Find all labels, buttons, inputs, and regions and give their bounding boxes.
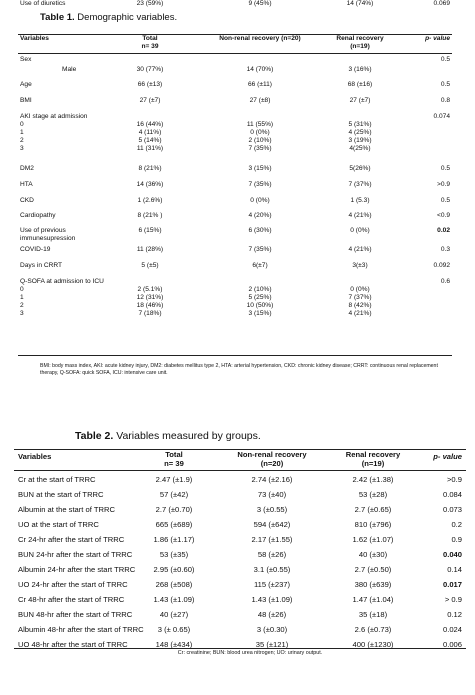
row-p-value: <0.9 — [436, 212, 450, 219]
row-p-value: 0.5 — [440, 165, 450, 172]
row-variable: BUN 24-hr after the start of TRRC — [18, 550, 133, 559]
row-total: 57 (±42) — [159, 490, 189, 499]
row-renal: 400 (±1230) — [352, 640, 394, 649]
table-2-footnote: Cr: creatinine; BUN: blood urea nitrogen; UO: urinary output. — [177, 650, 323, 656]
row-total: 40 (±27) — [159, 610, 189, 619]
row-total: 1.43 (±1.09) — [153, 595, 195, 604]
header-total: Total n= 39 — [164, 450, 184, 468]
header-variables: Variables — [18, 452, 52, 461]
row-non-renal: 27 (±8) — [249, 97, 271, 104]
row-total: 1.86 (±1.17) — [153, 535, 195, 544]
row-renal: 14 (74%) — [346, 0, 374, 7]
row-non-renal: 7 (35%) — [248, 181, 272, 188]
row-non-renal: 6 (30%) — [248, 227, 272, 234]
row-total: 53 (±35) — [159, 550, 189, 559]
row-renal: 2.6 (±0.73) — [354, 625, 392, 634]
row-p-value: 0.074 — [433, 113, 450, 120]
row-renal: 1.47 (±1.04) — [352, 595, 394, 604]
row-renal: 1 (5.3) — [350, 197, 370, 204]
row-renal: 2.7 (±0.65) — [354, 505, 392, 514]
row-non-renal: 115 (±237) — [253, 580, 291, 589]
row-total: 2.47 (±1.9) — [155, 475, 193, 484]
row-non-renal: 66 (±11) — [247, 81, 273, 88]
table-1-footnote: BMI: body mass index, AKI: acute kidney injury, DM2: diabetes mellitus type 2, HTA: arterial hypertension, CKD: chronic kidney disease; CRRT: continuous renal replacement therapy, Q-SOFA: quick SOFA, ICU: intensive care unit. — [40, 363, 438, 376]
row-total: 148 (±434) — [155, 640, 193, 649]
row-variable: Age — [20, 81, 32, 88]
row-non-renal: 9 (45%) — [248, 0, 272, 7]
header-variables: Variables — [20, 35, 49, 42]
header-non-renal: Non-renal recovery (n=20) — [237, 450, 307, 468]
row-variable: BUN 48-hr after the start of TRRC — [18, 610, 133, 619]
row-p-value: 0.073 — [442, 505, 462, 514]
row-total: 14 (36%) — [136, 181, 164, 188]
row-variable: BMI — [20, 97, 32, 104]
row-non-renal: 3 (±0.55) — [256, 505, 288, 514]
row-non-renal: 58 (±26) — [257, 550, 287, 559]
row-renal: 27 (±7) — [349, 97, 371, 104]
row-renal: 0 (0%) — [350, 227, 370, 234]
row-variable: Albumin 24-hr after the start TRRC — [18, 565, 136, 574]
table-2 — [0, 418, 475, 695]
row-total: 3 (± 0.65) — [157, 625, 191, 634]
row-p-value: 0.040 — [442, 550, 462, 559]
row-variable: BUN at the start of TRRC — [18, 490, 104, 499]
table-2-title: Table 2. Variables measured by groups. — [75, 430, 261, 442]
row-p-value: 0.9 — [451, 535, 462, 544]
header-renal: Renal recovery (n=19) — [336, 35, 384, 50]
row-p-value: 0.6 — [440, 278, 450, 285]
table-1-header-rule — [18, 53, 452, 54]
row-total: 8 (21%) — [138, 165, 162, 172]
row-non-renal: 14 (70%) — [246, 66, 274, 73]
row-renal: 2.7 (±0.50) — [354, 565, 392, 574]
row-total: 2.7 (±0.70) — [155, 505, 193, 514]
row-renal: 0 (0%) 7 (37%) 8 (42%) 4 (21%) — [348, 286, 372, 317]
row-renal: 3(±3) — [352, 262, 368, 269]
row-variable: CKD — [20, 197, 34, 204]
row-variable: UO 48-hr after the start of TRRC — [18, 640, 128, 649]
row-variable: Cr at the start of TRRC — [18, 475, 96, 484]
row-variable: Cr 24-hr after the start of TRRC — [18, 535, 125, 544]
row-non-renal: 594 (±642) — [253, 520, 291, 529]
row-p-value: 0.006 — [442, 640, 462, 649]
row-total: 2 (5.1%) 12 (31%) 18 (46%) 7 (18%) — [136, 286, 164, 317]
row-variable: HTA — [20, 181, 33, 188]
row-non-renal: 1.43 (±1.09) — [251, 595, 293, 604]
row-total: 2.95 (±0.60) — [153, 565, 195, 574]
row-total: 1 (2.6%) — [137, 197, 163, 204]
row-p-value: >0.9 — [447, 475, 462, 484]
row-non-renal: 0 (0%) — [250, 197, 270, 204]
row-total: 665 (±689) — [155, 520, 193, 529]
row-total: 8 (21% ) — [137, 212, 163, 219]
table-2-header-rule — [14, 470, 466, 471]
row-variable: AKI stage at admission 0 1 2 3 — [20, 113, 88, 152]
row-p-value: 0.017 — [442, 580, 462, 589]
row-p-value: 0.12 — [447, 610, 462, 619]
row-renal: 380 (±639) — [354, 580, 392, 589]
row-renal: 68 (±16) — [347, 81, 373, 88]
row-variable: Cr 48-hr after the start of TRRC — [18, 595, 125, 604]
row-p-value: 0.084 — [442, 490, 462, 499]
row-non-renal: 2 (10%) 5 (25%) 10 (50%) 3 (15%) — [246, 286, 274, 317]
row-renal: 40 (±30) — [358, 550, 388, 559]
row-non-renal: 73 (±40) — [257, 490, 287, 499]
row-variable: Use of diuretics — [20, 0, 66, 7]
row-variable: COVID-19 — [20, 246, 51, 253]
row-total: 27 (±7) — [139, 97, 161, 104]
row-renal: 4 (21%) — [348, 212, 372, 219]
header-p-value: p- value — [433, 452, 462, 461]
row-non-renal: 11 (55%) 0 (0%) 2 (10%) 7 (35%) — [246, 121, 274, 152]
row-p-value: 0.8 — [440, 97, 450, 104]
row-variable: UO at the start of TRRC — [18, 520, 99, 529]
row-total: 66 (±13) — [137, 81, 163, 88]
row-p-value: 0.2 — [451, 520, 462, 529]
row-non-renal: 6(±7) — [252, 262, 268, 269]
header-total: Total n= 39 — [141, 35, 159, 50]
row-variable: Albumin 48-hr after the start of TRRC — [18, 625, 144, 634]
row-renal: 53 (±28) — [358, 490, 388, 499]
row-renal: 4 (21%) — [348, 246, 372, 253]
row-non-renal: 3 (15%) — [248, 165, 272, 172]
row-renal: 1.62 (±1.07) — [352, 535, 394, 544]
row-non-renal: 48 (±26) — [257, 610, 287, 619]
row-non-renal: 7 (35%) — [248, 246, 272, 253]
row-p-value: 0.14 — [447, 565, 462, 574]
row-non-renal: 4 (20%) — [248, 212, 272, 219]
row-total: 6 (15%) — [138, 227, 162, 234]
header-non-renal: Non-renal recovery (n=20) — [219, 35, 301, 42]
row-renal: 35 (±18) — [358, 610, 388, 619]
table-1-bottom-rule — [18, 355, 452, 356]
row-p-value: > 0.9 — [444, 595, 462, 604]
row-variable: Cardiopathy — [20, 212, 56, 219]
row-non-renal: 35 (±121) — [255, 640, 289, 649]
row-variable: Sex — [20, 56, 32, 63]
row-total: 5 (±5) — [141, 262, 159, 269]
row-total: 268 (±508) — [155, 580, 193, 589]
row-renal: 7 (37%) — [348, 181, 372, 188]
row-non-renal: 3 (±0.30) — [256, 625, 288, 634]
row-variable: Q-SOFA at admission to ICU 0 1 2 3 — [20, 278, 104, 317]
row-total: 16 (44%) 4 (11%) 5 (14%) 11 (31%) — [136, 121, 164, 152]
row-non-renal: 2.17 (±1.55) — [251, 535, 293, 544]
header-p-value: p- value — [425, 35, 450, 42]
row-renal: 3 (16%) — [348, 66, 372, 73]
row-variable: Days in CRRT — [20, 262, 63, 269]
row-total: 30 (77%) — [136, 66, 164, 73]
row-p-value: 0.02 — [437, 227, 450, 234]
row-p-value: 0.092 — [433, 262, 450, 269]
row-variable: DM2 — [20, 165, 34, 172]
row-p-value: 0.5 — [440, 197, 450, 204]
row-p-value: 0.5 — [440, 56, 450, 63]
row-variable: Male — [62, 66, 77, 73]
header-renal: Renal recovery (n=19) — [345, 450, 401, 468]
row-p-value: 0.5 — [440, 81, 450, 88]
row-renal: 2.42 (±1.38) — [352, 475, 394, 484]
row-p-value: >0.9 — [436, 181, 450, 188]
row-renal: 5 (31%) 4 (25%) 3 (19%) 4(25%) — [348, 121, 372, 152]
row-non-renal: 3.1 (±0.55) — [253, 565, 291, 574]
row-total: 11 (28%) — [136, 246, 164, 253]
table-2-bottom-rule — [14, 648, 466, 649]
row-total: 23 (59%) — [136, 0, 164, 7]
row-p-value: 0.069 — [433, 0, 450, 7]
row-p-value: 0.024 — [442, 625, 462, 634]
row-renal: 810 (±796) — [354, 520, 392, 529]
row-non-renal: 2.74 (±2.16) — [251, 475, 293, 484]
row-variable: Albumin at the start of TRRC — [18, 505, 115, 514]
row-renal: 5(26%) — [349, 165, 371, 172]
row-variable: UO 24-hr after the start of TRRC — [18, 580, 128, 589]
row-p-value: 0.3 — [440, 246, 450, 253]
table-1-title: Table 1. Demographic variables. — [40, 12, 178, 23]
row-variable: Use of previous immunesupression — [20, 227, 76, 242]
